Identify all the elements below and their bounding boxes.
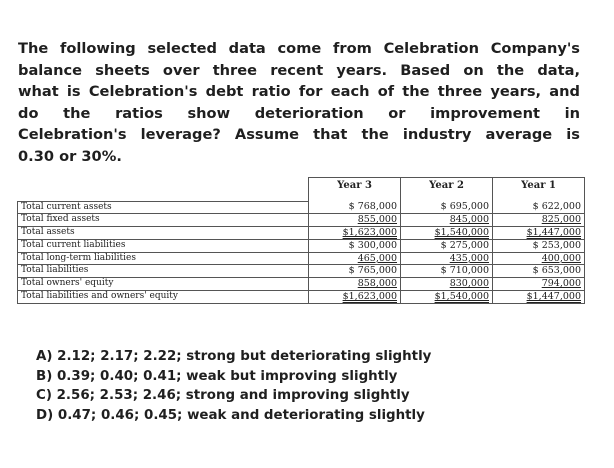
row-label: Total assets [18,227,309,240]
cell-value: 400,000 [493,252,585,265]
cell-value: $1,540,000 [401,291,493,304]
cell-value: 845,000 [401,214,493,227]
answer-option-a[interactable]: A) 2.12; 2.17; 2.22; strong but deteriorating slightly [36,349,432,364]
table-row [18,278,585,291]
header-year-1: Year 1 [493,178,585,202]
table-row [18,201,585,214]
cell-value: $1,540,000 [401,227,493,240]
row-label: Total current liabilities [18,239,309,252]
question-text [18,38,580,167]
answer-option-c[interactable]: C) 2.56; 2.53; 2.46; strong and improving slightly [36,388,410,403]
row-label: Total owners' equity [18,278,309,291]
question-line: The following selected data come from Celebration Company's [18,40,580,57]
table-row [18,227,585,240]
answer-option-b[interactable]: B) 0.39; 0.40; 0.41; weak but improving slightly [36,368,398,384]
cell-value: $ 300,000 [309,239,401,252]
question-line: what is Celebration's debt ratio for each of the three years, and [18,83,580,100]
question-line: do the ratios show deterioration or improvement in [18,104,580,122]
row-label: Total long-term liabilities [18,252,309,265]
cell-value: $ 768,000 [309,201,401,214]
cell-value: $ 653,000 [493,265,585,278]
cell-value: $ 710,000 [401,265,493,278]
cell-value: 435,000 [401,252,493,265]
cell-value: $1,623,000 [309,227,401,240]
header-year-3: Year 3 [309,178,401,202]
row-label: Total current assets [18,201,309,214]
cell-value: $1,623,000 [309,291,401,304]
balance-sheet-table [17,177,585,304]
answer-options [36,347,431,425]
table-header-row [18,178,585,202]
table-row [18,252,585,265]
cell-value: 855,000 [309,214,401,227]
table-row [18,265,585,278]
row-label: Total fixed assets [18,214,309,227]
table-row [18,239,585,252]
cell-value: 858,000 [309,278,401,291]
table-row [18,291,585,304]
cell-value: $ 765,000 [309,265,401,278]
cell-value: 794,000 [493,278,585,291]
question-line: Celebration's leverage? Assume that the industry average is [18,126,580,143]
cell-value: 825,000 [493,214,585,227]
table-row [18,214,585,227]
cell-value: $ 622,000 [493,201,585,214]
header-blank [18,178,309,202]
row-label: Total liabilities and owners' equity [18,291,309,304]
question-line: balance sheets over three recent years. Based on the data, [18,61,580,79]
question-line: 0.30 or 30%. [18,147,122,165]
cell-value: $ 275,000 [401,239,493,252]
answer-option-d[interactable]: D) 0.47; 0.46; 0.45; weak and deteriorating slightly [36,407,425,423]
row-label: Total liabilities [18,265,309,278]
cell-value: $1,447,000 [493,227,585,240]
cell-value: $ 253,000 [493,239,585,252]
cell-value: $ 695,000 [401,201,493,214]
cell-value: 830,000 [401,278,493,291]
cell-value: $1,447,000 [493,291,585,304]
header-year-2: Year 2 [401,178,493,202]
cell-value: 465,000 [309,252,401,265]
